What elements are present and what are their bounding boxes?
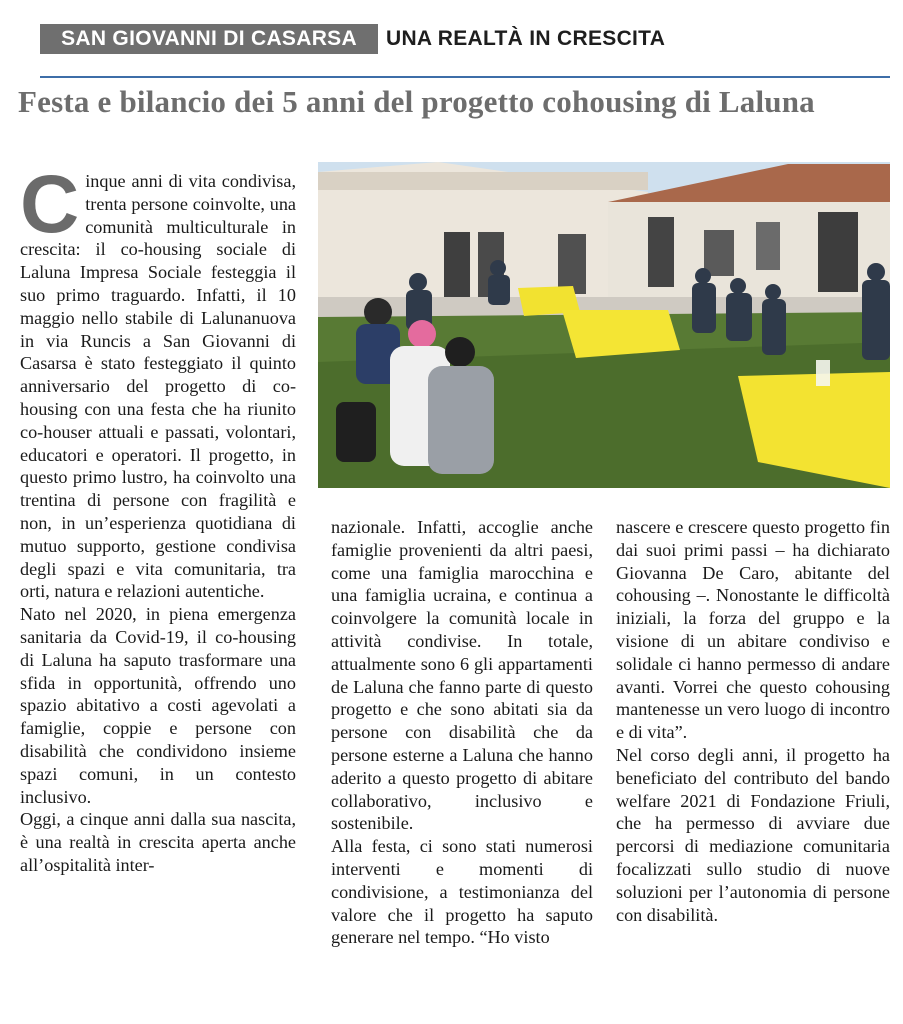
article-paragraph: Oggi, a cinque anni dalla sua nascita, è una realtà in crescita aperta anche all’ospitalità inter- [20,809,296,875]
article-paragraph: Nato nel 2020, in piena emergenza sanitaria da Covid-19, il co-housing di Laluna ha saputo trasformare una sfida in opportunità, offrendo uno spazio abitativo a costi agevolati a famiglie, coppie e persone con disabilità che condividono insieme spazi comuni, in un contesto inclusivo. [20,604,296,807]
article-paragraph: nazionale. Infatti, accoglie anche famiglie provenienti da altri paesi, come una famiglia marocchina e una famiglia ucraina, e continua a coinvolgere la comunità locale in attività condivise. In totale, attualmente sono 6 gli appartamenti de Laluna che fanno parte di questo progetto e che sono abitati sia da persone con disabilità che da persone esterne a Laluna che hanno aderito a questo progetto di abitare collaborativo, inclusivo e sostenibile. [331,517,593,834]
article-paragraph: nascere e crescere questo progetto fin dai suoi primi passi – ha dichiarato Giovanna De Caro, abitante del cohousing –. Nonostante le difficoltà iniziali, la forza del gruppo e la visione di un abitare condiviso e solidale ci hanno permesso di andare avanti. Vorrei che questo cohousing mantenesse un vero luogo di incontro e di vita”. [616,517,890,743]
section-subtitle: UNA REALTÀ IN CRESCITA [386,27,666,50]
article-paragraph: Alla festa, ci sono stati numerosi interventi e momenti di condivisione, a testimonianza del valore che il progetto ha saputo generare nel tempo. “Ho visto [331,836,593,948]
header-rule [40,76,890,78]
article-paragraph [20,159,296,603]
garden-party-photo [318,162,890,488]
article-column-3 [616,516,890,926]
article-column-2 [331,516,593,949]
section-header [0,22,903,58]
article-paragraph: Nel corso degli anni, il progetto ha beneficiato del contributo del bando welfare 2021 di Fondazione Friuli, che ha permesso di avviare due percorsi di mediazione comunitaria focalizzati sullo studio di nuove soluzioni per l’autonomia di persone con disabilità. [616,744,890,925]
paragraph-text: inque anni di vita condivisa, trenta persone coinvolte, una comunità multiculturale in crescita: il co-housing sociale di Laluna Impresa Sociale festeggia il suo primo traguardo. Infatti, il 10 maggio nello stabile di Lalunanuova in via Runcis a San Giovanni di Casarsa è stato festeggiato il quinto anniversario del progetto di co-housing con una festa che ha riunito co-houser attuali e passati, volontari, educatori e operatori. Il progetto, in questo primo lustro, ha coinvolto una trentina di persone con fragilità e non, in un’esperienza quotidiana di mutuo supporto, gestione condivisa degli spazi e vita comunitaria, tra orti, natura e relazioni autentiche. [20,171,296,602]
section-kicker: SAN GIOVANNI DI CASARSA [40,24,378,54]
article-column-1 [20,159,296,877]
article-headline: Festa e bilancio dei 5 anni del progetto cohousing di Laluna [18,84,815,119]
drop-cap: C [20,159,80,250]
